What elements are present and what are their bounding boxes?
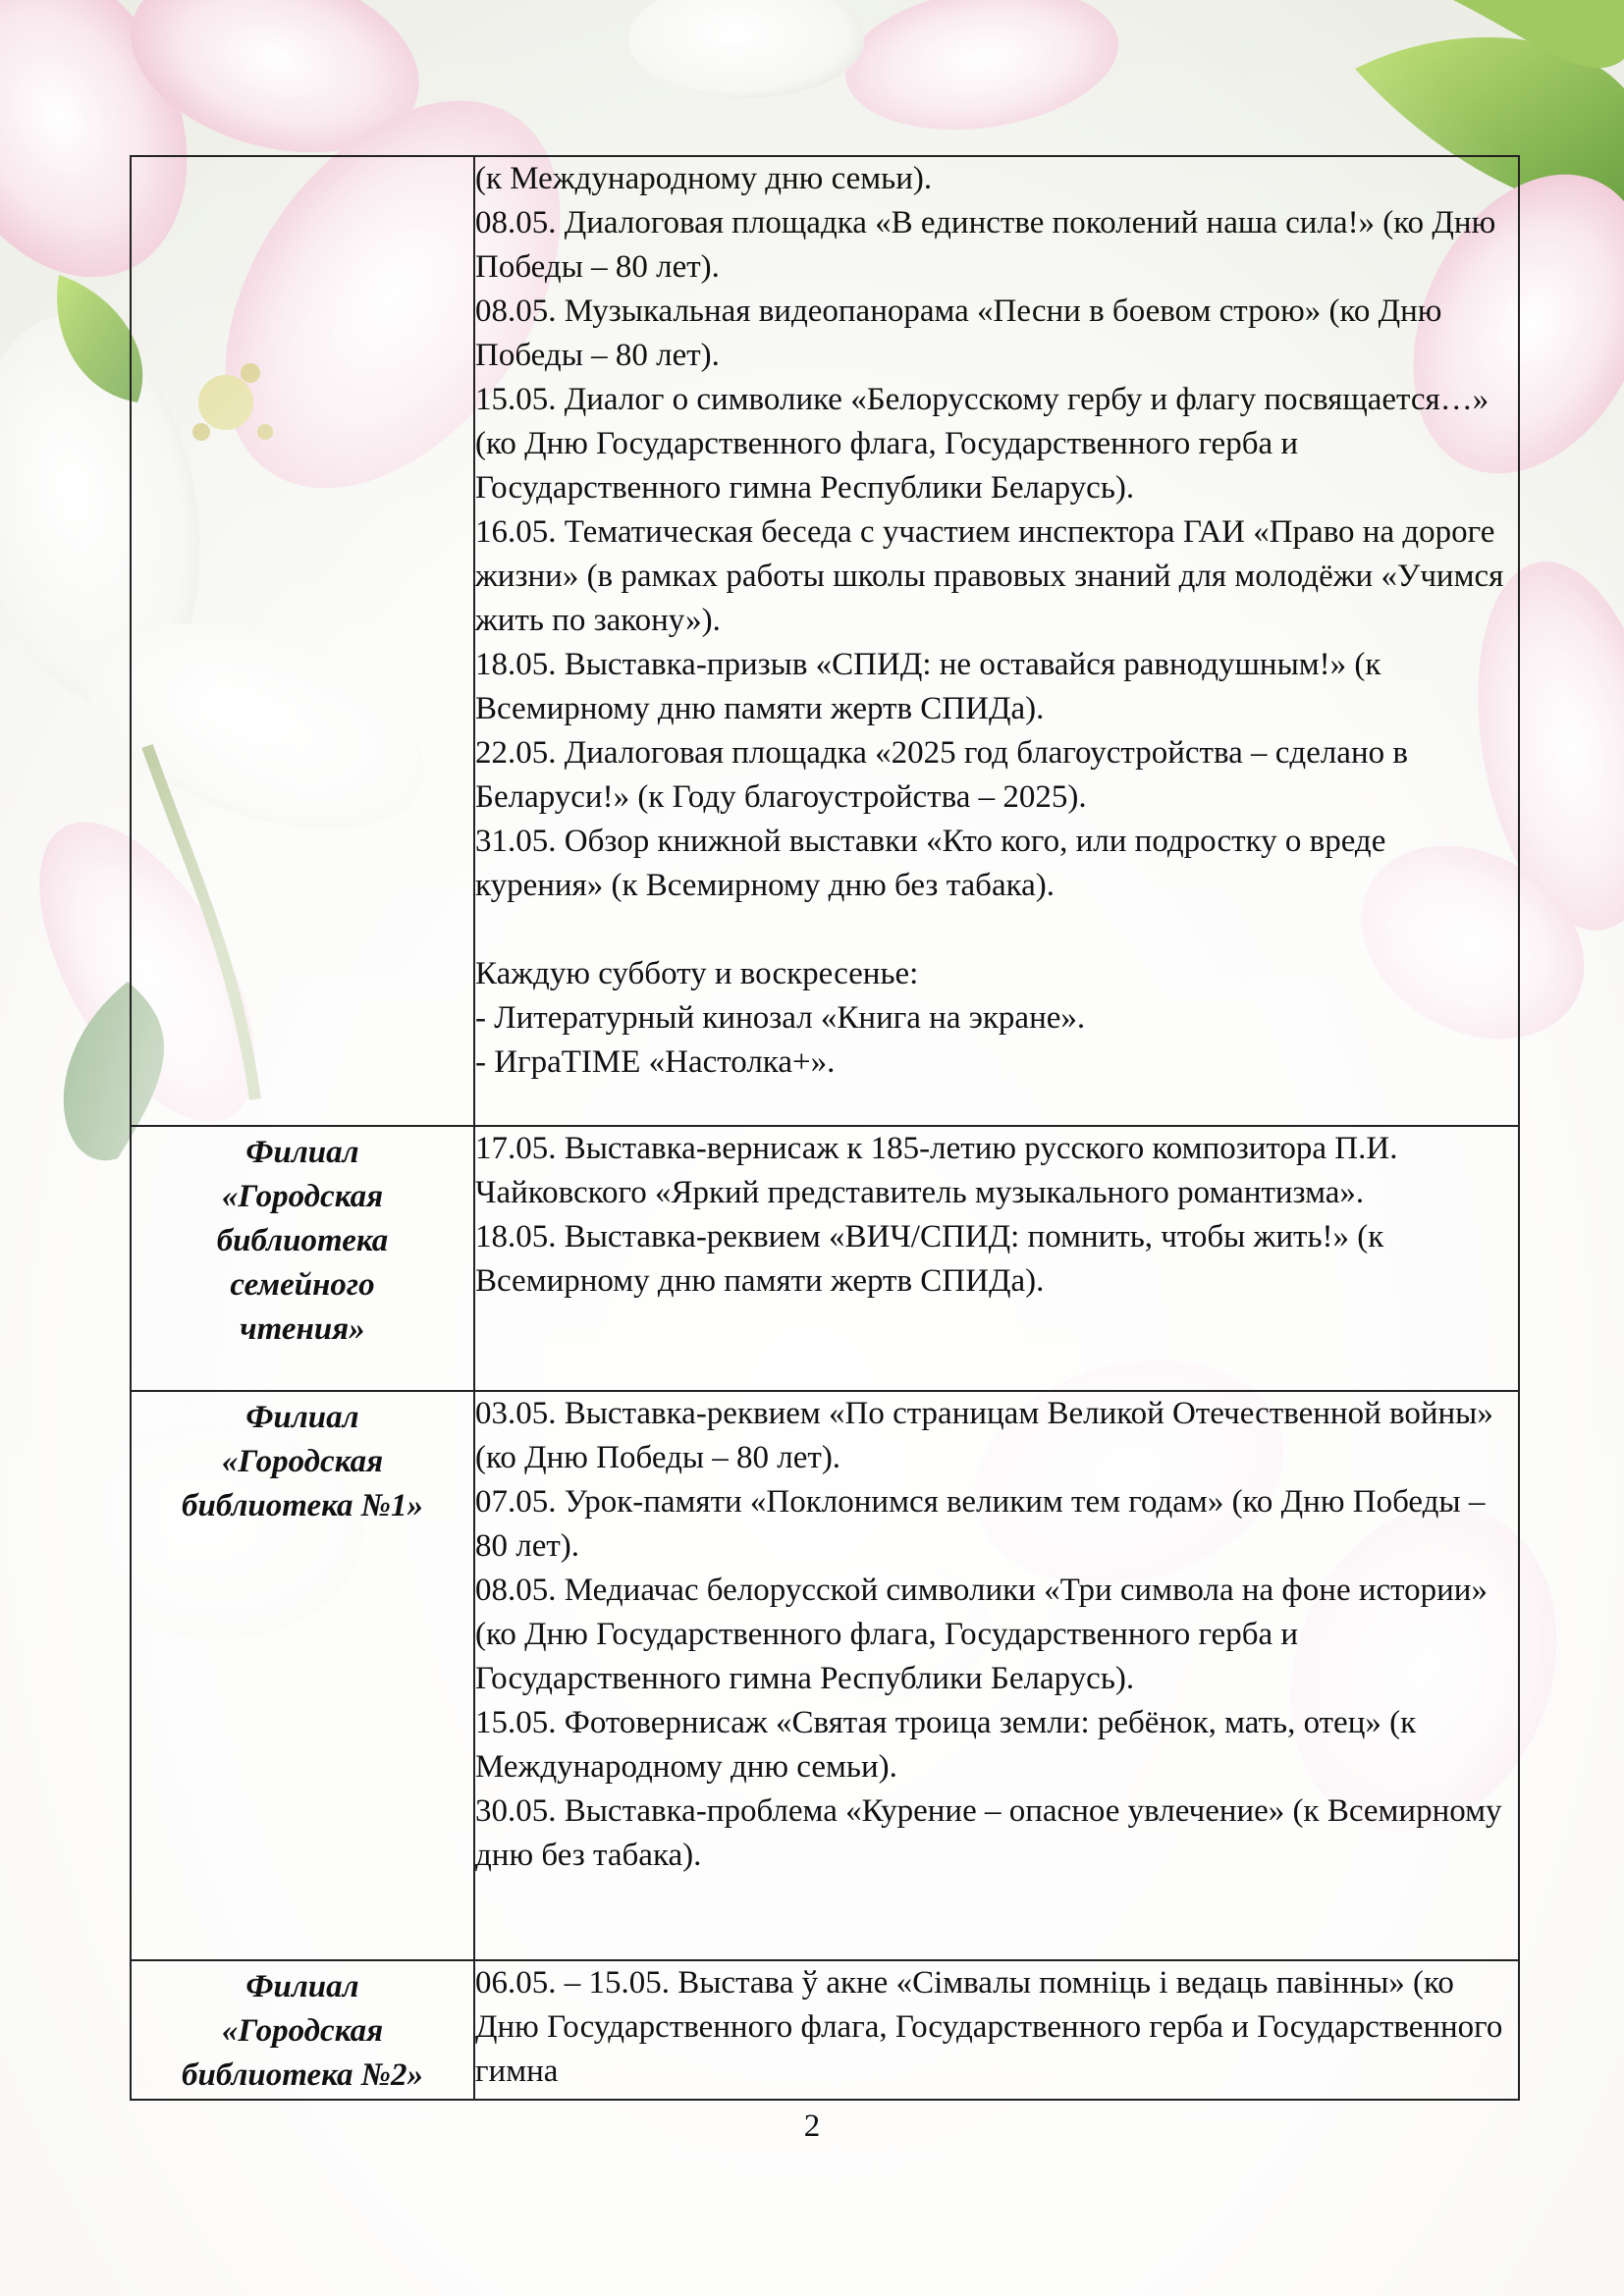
events-cell — [474, 1126, 1519, 1391]
weekend-item: - ИграTIME «Настолка+». — [475, 1044, 836, 1080]
event-item: 07.05. Урок-памяти «Поклонимся великим тем годам» (ко Дню Победы – 80 лет). — [475, 1484, 1486, 1564]
branch-name-line: «Городская — [221, 1444, 384, 1479]
event-item: (к Международному дню семьи). — [475, 161, 933, 196]
event-item: 08.05. Диалоговая площадка «В единстве поколений наша сила!» (ко Дню Победы – 80 лет). — [475, 205, 1496, 285]
page-number: 2 — [803, 2109, 821, 2144]
branch-cell — [131, 156, 474, 1126]
branch-name-line: семейного — [230, 1267, 375, 1303]
events-cell — [474, 156, 1519, 1126]
event-item: 03.05. Выставка-реквием «По страницам Великой Отечественной войны» — [475, 1396, 1493, 1431]
table-row — [131, 1391, 1519, 1960]
table-row — [131, 1960, 1519, 2100]
branch-name-line: библиотека №1» — [182, 1488, 423, 1523]
branch-name-line: чтения» — [240, 1311, 365, 1347]
event-item: (ко Дню Победы – 80 лет). — [475, 1440, 841, 1475]
branch-name-line: библиотека — [216, 1223, 389, 1258]
event-item: 06.05. – 15.05. Выстава ў акне «Сімвалы помніць і ведаць павінны» (ко Дню Государственного флага, Государственного герба и Государственного гимна — [475, 1965, 1503, 2089]
event-item: 31.05. Обзор книжной выставки «Кто кого, или подростку о вреде курения» (к Всемирному дню без табака). — [475, 824, 1386, 903]
branch-name — [132, 1127, 473, 1352]
branch-name-line: библиотека №2» — [182, 2057, 423, 2093]
event-item: 17.05. Выставка-вернисаж к 185-летию русского композитора П.И. Чайковского «Яркий представитель музыкального романтизма». — [475, 1131, 1398, 1210]
branch-name — [132, 1392, 473, 1528]
table-row — [131, 156, 1519, 1126]
branch-name-line: «Городская — [221, 1179, 384, 1214]
branch-cell — [131, 1960, 474, 2100]
event-item: 08.05. Музыкальная видеопанорама «Песни в боевом строю» (ко Дню Победы – 80 лет). — [475, 294, 1442, 373]
event-item: 08.05. Медиачас белорусской символики «Три символа на фоне истории» (ко Дню Государственного флага, Государственного герба и Государственного гимна Республики Беларусь). — [475, 1573, 1488, 1696]
branch-name-line: «Городская — [221, 2013, 384, 2049]
event-item: 15.05. Диалог о символике «Белорусскому гербу и флагу посвящается…» (ко Дню Государственного флага, Государственного герба и Государственного гимна Республики Беларусь). — [475, 382, 1489, 506]
branch-name-line: Филиал — [245, 1400, 359, 1435]
spacer — [475, 908, 1518, 952]
event-item: 16.05. Тематическая беседа с участием инспектора ГАИ «Право на дороге жизни» (в рамках работы школы правовых знаний для молодёжи «Учимся жить по закону»). — [475, 514, 1504, 638]
event-item: 22.05. Диалоговая площадка «2025 год благоустройства – сделано в Беларуси!» (к Году благоустройства – 2025). — [475, 735, 1408, 815]
event-item: 18.05. Выставка-призыв «СПИД: не оставайся равнодушным!» (к Всемирному дню памяти жертв СПИДа). — [475, 647, 1381, 726]
event-item: 30.05. Выставка-проблема «Курение – опасное увлечение» (к Всемирному дню без табака). — [475, 1793, 1502, 1873]
table-row — [131, 1126, 1519, 1391]
branch-cell — [131, 1126, 474, 1391]
weekend-item: - Литературный кинозал «Книга на экране». — [475, 1000, 1086, 1036]
event-item: 15.05. Фотовернисаж «Святая троица земли: ребёнок, мать, отец» (к Международному дню семьи). — [475, 1705, 1417, 1785]
branch-cell — [131, 1391, 474, 1960]
event-item: 18.05. Выставка-реквием «ВИЧ/СПИД: помнить, чтобы жить!» (к Всемирному дню памяти жертв СПИДа). — [475, 1219, 1384, 1299]
weekend-heading: Каждую субботу и воскресенье: — [475, 956, 919, 991]
branch-name-line: Филиал — [245, 1135, 359, 1170]
branch-name-line: Филиал — [245, 1969, 359, 2004]
branch-name — [132, 1961, 473, 2098]
events-table — [130, 155, 1520, 2101]
events-cell — [474, 1391, 1519, 1960]
events-cell — [474, 1960, 1519, 2100]
